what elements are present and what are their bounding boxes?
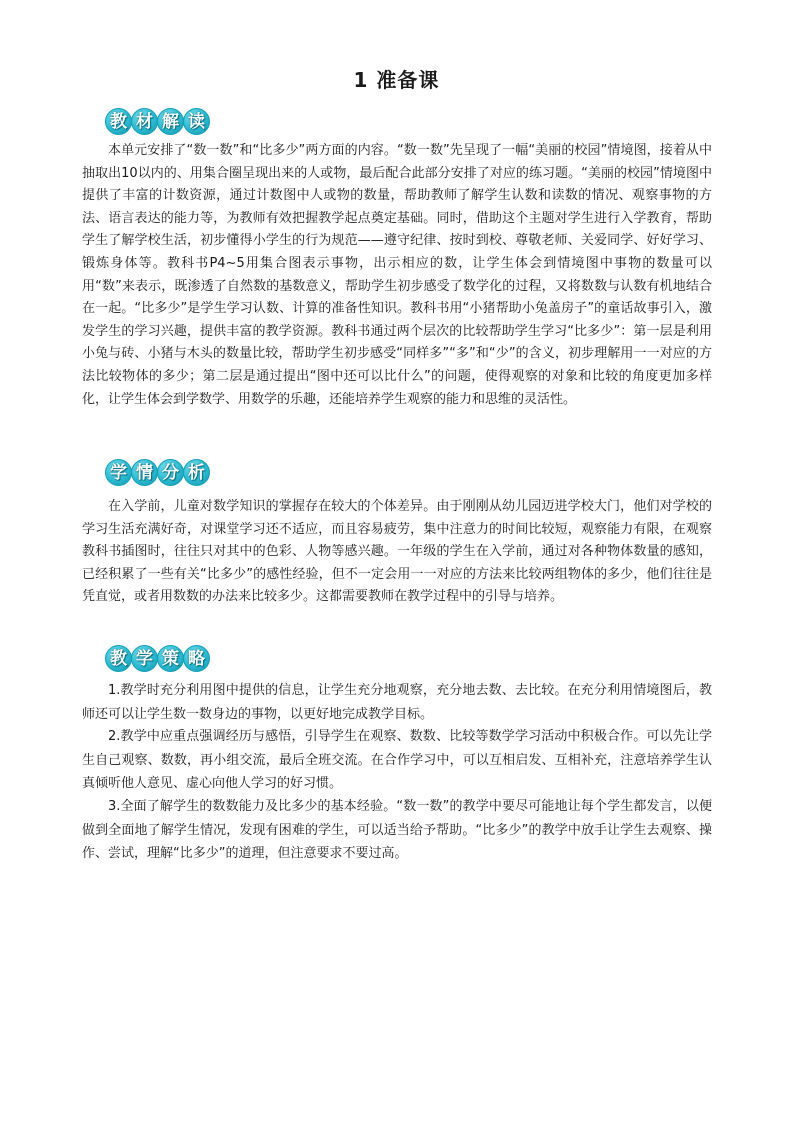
heading-char-bubble: 教 [105,108,132,135]
heading-char-bubble: 析 [183,459,210,486]
section-heading-badge [105,457,209,487]
heading-char-bubble: 略 [183,645,210,672]
heading-char-bubble: 分 [157,459,184,486]
strategy-item-2: 2.教学中应重点强调经历与感悟，引导学生在观察、数数、比较等数学学习活动中积极合作。可以先让学生自己观察、数数，再小组交流，最后全班交流。在合作学习中，可以互相启发、互相补充，注意培养学生认真倾听他人意见、虚心向他人学习的好习惯。 [82,729,712,791]
body-paragraph: 在入学前，儿童对数学知识的掌握存在较大的个体差异。由于刚刚从幼儿园迈进学校大门，他们对学校的学习生活充满好奇，对课堂学习还不适应，而且容易疲劳，集中注意力的时间比较短，观察能力有限，在观察教科书插图时，往往只对其中的色彩、人物等感兴趣。一年级的学生在入学前，通过对各种物体数量的感知，已经积累了一些有关“比多少”的感性经验，但不一定会用一一对应的方法来比较两组物体的多少，他们往往是凭直觉，或者用数数的办法来比较多少。这都需要教师在教学过程中的引导与培养。 [82,499,712,605]
heading-char-bubble: 读 [183,108,210,135]
strategy-item-1: 1.教学时充分利用图中提供的信息，让学生充分地观察，充分地去数、去比较。在充分利用情境图后，教师还可以让学生数一数身边的事物，以更好地完成教学目标。 [82,683,712,722]
page-title: 1 准备课 [353,68,440,92]
section-heading-badge [105,643,209,673]
heading-char-bubble: 学 [105,459,132,486]
heading-char-bubble: 材 [131,108,158,135]
section-heading-badge [105,106,209,136]
heading-char-bubble: 策 [157,645,184,672]
strategy-item-3: 3.全面了解学生的数数能力及比多少的基本经验。“数一数”的教学中要尽可能地让每个学生都发言，以便做到全面地了解学生情况，发现有困难的学生，可以适当给予帮助。“比多少”的教学中放手让学生去观察、操作、尝试，理解“比多少”的道理，但注意要求不要过高。 [82,799,712,861]
heading-char-bubble: 解 [157,108,184,135]
heading-char-bubble: 教 [105,645,132,672]
body-paragraph: 本单元安排了“数一数”和“比多少”两方面的内容。“数一数”先呈现了一幅“美丽的校园”情境图，接着从中抽取出10以内的、用集合圈呈现出来的人或物，最后配合此部分安排了对应的练习题。“美丽的校园”情境图中提供了丰富的计数资源，通过计数图中人或物的数量，帮助教师了解学生认数和读数的情况、观察事物的方法、语言表达的能力等，为教师有效把握教学起点奠定基础。同时，借助这个主题对学生进行入学教育，帮助学生了解学校生活，初步懂得小学生的行为规范——遵守纪律、按时到校、尊敬老师、关爱同学、好好学习、锻炼身体等。教科书P4~5用集合图表示事物，出示相应的数，让学生体会到情境图中事物的数量可以用“数”来表示，既渗透了自然数的基数意义，帮助学生初步感受了数学化的过程，又将数数与认数有机地结合在一起。“比多少”是学生学习认数、计算的准备性知识。教科书用“小猪帮助小兔盖房子”的童话故事引入，激发学生的学习兴趣，提供丰富的教学资源。教科书通过两个层次的比较帮助学生学习“比多少”：第一层是利用小兔与砖、小猪与木头的数量比较，帮助学生初步感受“同样多”“多”和“少”的含义，初步理解用一一对应的方法比较物体的多少；第二层是通过提出“图中还可以比什么”的问题，使得观察的对象和比较的角度更加多样化，让学生体会到学数学、用数学的乐趣，还能培养学生观察的能力和思维的灵活性。 [82,143,712,407]
heading-char-bubble: 情 [131,459,158,486]
heading-char-bubble: 学 [131,645,158,672]
